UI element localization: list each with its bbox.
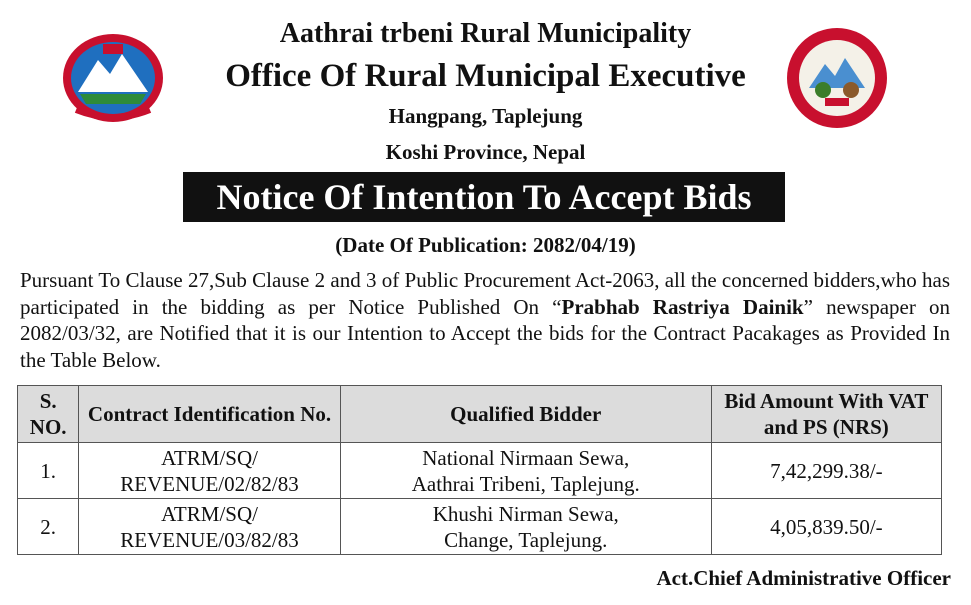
newspaper-name: Prabhab Rastriya Dainik bbox=[561, 294, 804, 319]
header-contract: Contract Identification No. bbox=[79, 386, 340, 443]
table-header-row bbox=[18, 386, 942, 443]
cell-bidder bbox=[340, 443, 711, 499]
table-row bbox=[18, 443, 942, 499]
cell-bidder bbox=[340, 499, 711, 555]
cell-amount: 4,05,839.50/- bbox=[711, 499, 941, 555]
header-sno: S. NO. bbox=[18, 386, 79, 443]
bidder-line: National Nirmaan Sewa, bbox=[422, 445, 630, 470]
office-name: Office Of Rural Municipal Executive bbox=[225, 58, 746, 94]
bidder-line: Aathrai Tribeni, Taplejung. bbox=[411, 471, 640, 496]
cell-sno: 2. bbox=[18, 499, 79, 555]
publication-date: (Date Of Publication: 2082/04/19) bbox=[335, 233, 636, 257]
notice-title: Notice Of Intention To Accept Bids bbox=[183, 172, 785, 222]
contract-line: REVENUE/03/82/83 bbox=[120, 527, 299, 552]
contract-line: ATRM/SQ/ bbox=[161, 501, 258, 526]
header-amount: Bid Amount With VAT and PS (NRS) bbox=[711, 386, 941, 443]
notice-intro: Pursuant To Clause 27,Sub Clause 2 and 3 of Public Procurement Act-2063, all the concerned bidders,who has participated in the bidding as per Notice Published On “ bbox=[20, 268, 950, 319]
contract-line: REVENUE/02/82/83 bbox=[120, 471, 299, 496]
notice-rest: ” newspaper on 2082/03/32, are Notified that it is our Intention to Accept the bids for the Contract Pacakages as Provided In the Table Below. bbox=[20, 294, 950, 372]
cell-contract bbox=[79, 443, 340, 499]
bidder-line: Khushi Nirman Sewa, bbox=[432, 501, 619, 526]
office-location: Hangpang, Taplejung bbox=[388, 104, 583, 128]
cell-contract bbox=[79, 499, 340, 555]
header-bidder: Qualified Bidder bbox=[340, 386, 711, 443]
cell-sno: 1. bbox=[18, 443, 79, 499]
municipality-name: Aathrai trbeni Rural Municipality bbox=[279, 18, 692, 49]
table-row bbox=[18, 499, 942, 555]
contract-line: ATRM/SQ/ bbox=[161, 445, 258, 470]
bidder-line: Change, Taplejung. bbox=[444, 527, 608, 552]
notice-paragraph bbox=[20, 267, 950, 373]
bids-table bbox=[17, 385, 942, 555]
signoff: Act.Chief Administrative Officer bbox=[656, 566, 951, 590]
province-name: Koshi Province, Nepal bbox=[385, 140, 586, 164]
cell-amount: 7,42,299.38/- bbox=[711, 443, 941, 499]
